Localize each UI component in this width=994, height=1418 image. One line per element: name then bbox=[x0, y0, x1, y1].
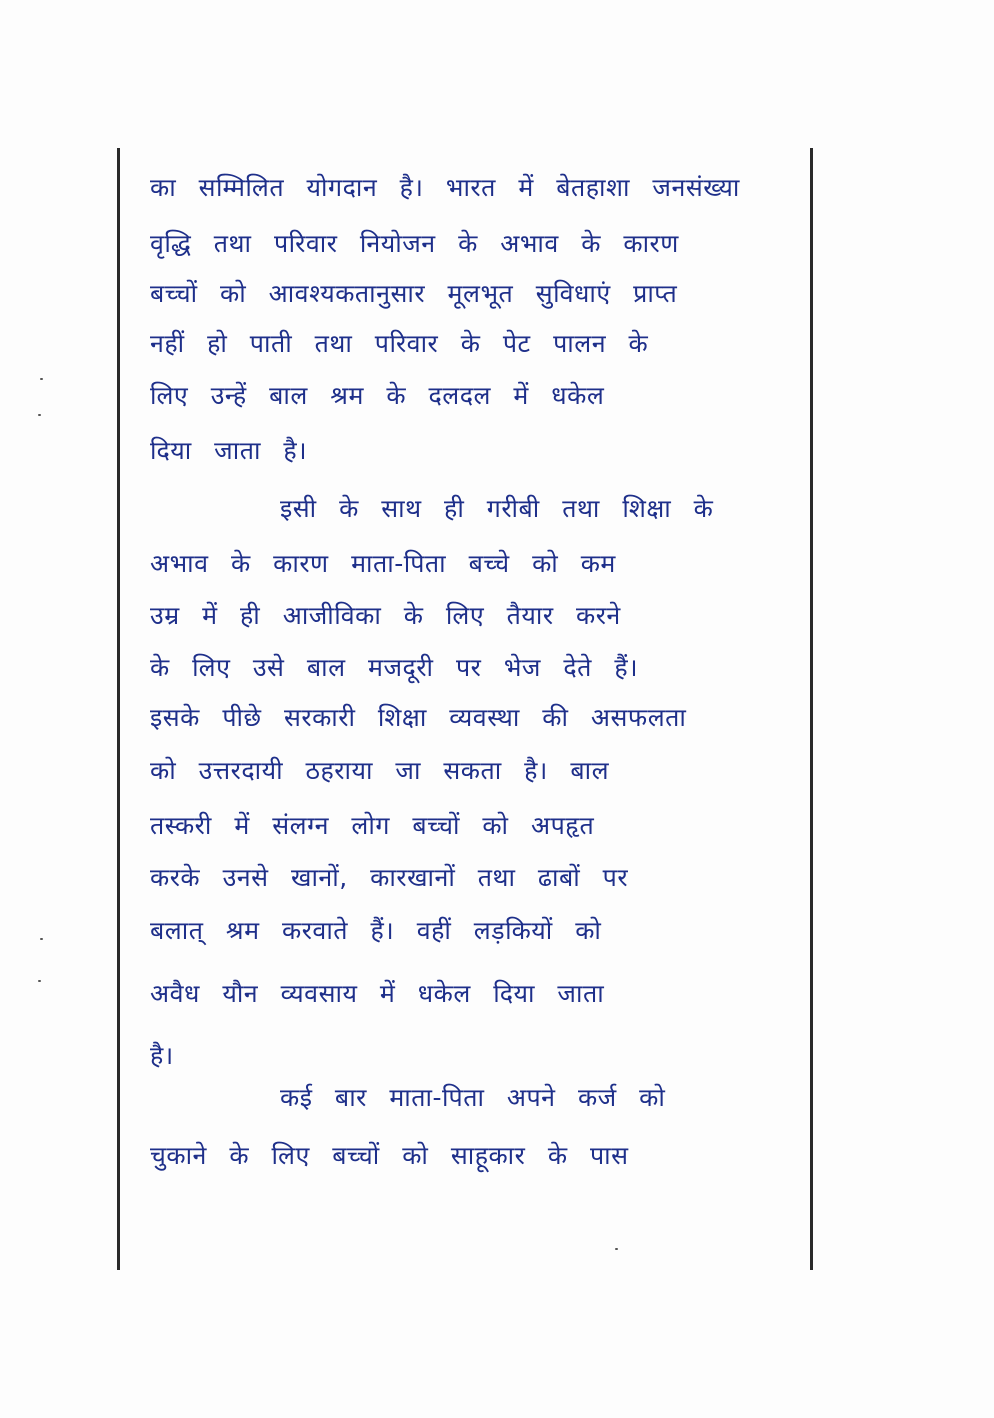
scan-speck bbox=[38, 980, 41, 982]
handwritten-line: अभाव के कारण माता-पिता बच्चे को कम bbox=[150, 549, 616, 578]
handwritten-line: लिए उन्हें बाल श्रम के दलदल में धकेल bbox=[150, 381, 605, 410]
handwritten-line: अवैध यौन व्यवसाय में धकेल दिया जाता bbox=[150, 979, 605, 1008]
handwritten-line: उम्र में ही आजीविका के लिए तैयार करने bbox=[150, 601, 621, 630]
scan-speck bbox=[38, 414, 41, 416]
handwritten-line: वृद्धि तथा परिवार नियोजन के अभाव के कारण bbox=[150, 229, 679, 258]
handwritten-line: तस्करी में संलग्न लोग बच्चों को अपहृत bbox=[150, 811, 595, 840]
handwritten-line: बलात् श्रम करवाते हैं। वहीं लड़कियों को bbox=[150, 916, 602, 945]
handwritten-line: दिया जाता है। bbox=[150, 436, 308, 465]
handwritten-line: करके उनसे खानों, कारखानों तथा ढाबों पर bbox=[150, 863, 629, 892]
handwritten-line: को उत्तरदायी ठहराया जा सकता है। बाल bbox=[150, 756, 610, 785]
handwritten-line: चुकाने के लिए बच्चों को साहूकार के पास bbox=[150, 1141, 629, 1170]
handwritten-line: इसके पीछे सरकारी शिक्षा व्यवस्था की असफलता bbox=[150, 703, 687, 732]
handwritten-line: के लिए उसे बाल मजदूरी पर भेज देते हैं। bbox=[150, 653, 639, 682]
scan-speck bbox=[615, 1248, 618, 1250]
handwritten-line: कई बार माता-पिता अपने कर्ज को bbox=[280, 1083, 666, 1112]
scan-speck bbox=[40, 938, 43, 940]
handwritten-line: इसी के साथ ही गरीबी तथा शिक्षा के bbox=[280, 494, 714, 523]
handwritten-line: बच्चों को आवश्यकतानुसार मूलभूत सुविधाएं प्राप्त bbox=[150, 279, 678, 308]
left-margin-line bbox=[117, 148, 120, 1270]
handwritten-line: नहीं हो पाती तथा परिवार के पेट पालन के bbox=[150, 329, 649, 358]
handwritten-line: का सम्मिलित योगदान है। भारत में बेतहाशा जनसंख्या bbox=[150, 173, 740, 202]
handwritten-line: है। bbox=[150, 1041, 174, 1070]
scan-speck bbox=[40, 378, 43, 380]
